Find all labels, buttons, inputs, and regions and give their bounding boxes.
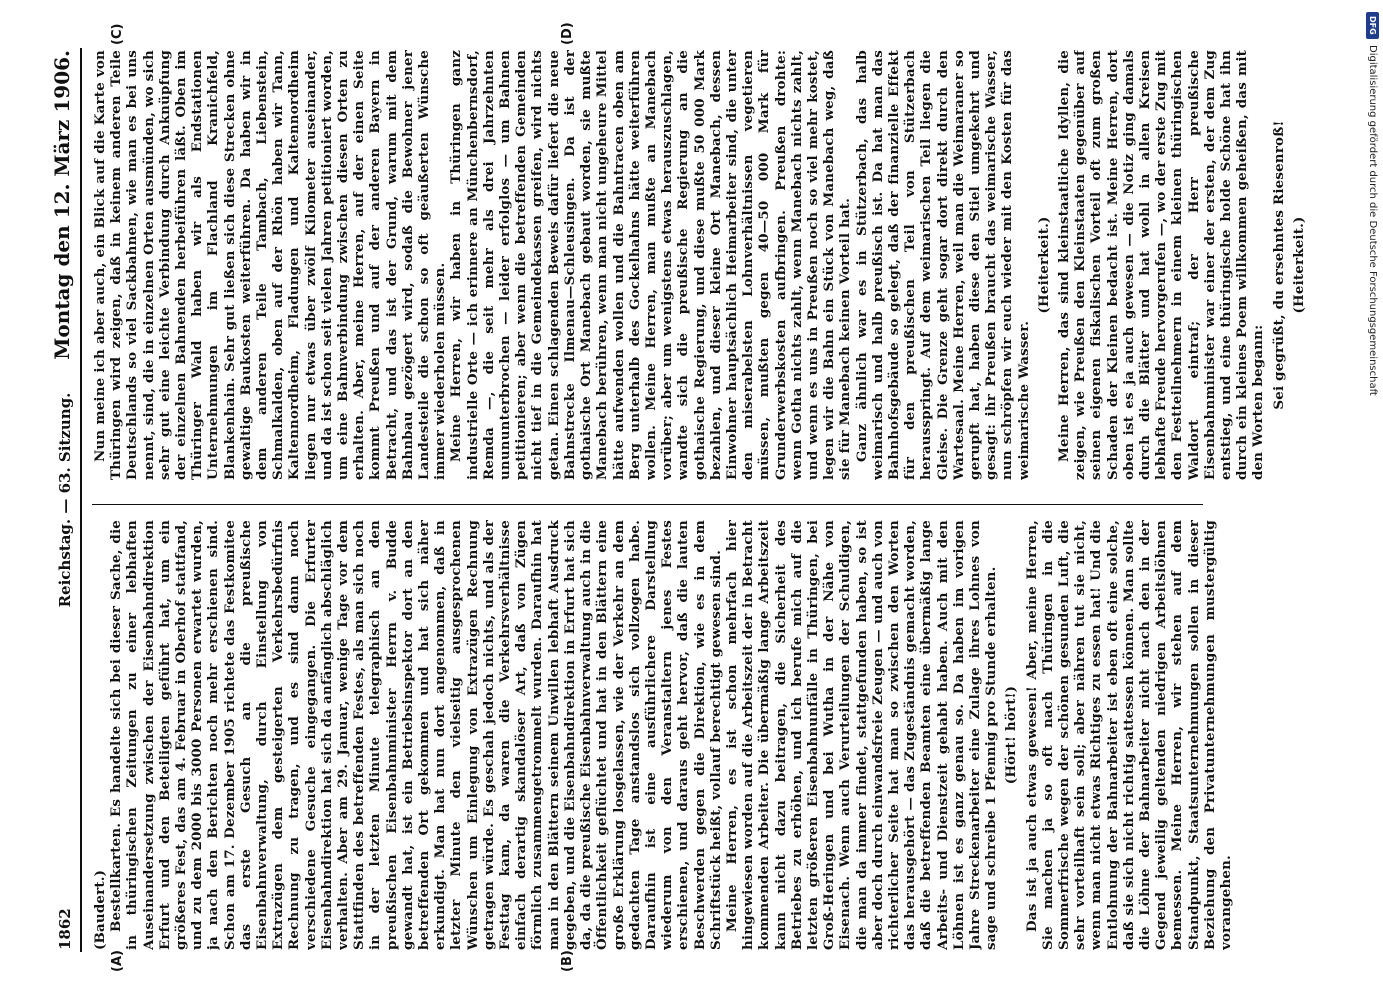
digitization-text: Digitalisierung gefördert durch die Deutsche Forschungsgemeinschaft — [1367, 44, 1378, 396]
margin-marker-a: (A) — [110, 950, 125, 972]
header-date: Montag den 12. März 1906. — [50, 50, 74, 360]
quote-line: Sei gegrüßt, du ersehntes Riesenroß! — [1270, 120, 1287, 410]
margin-marker-c: (C) — [110, 23, 125, 45]
page-header — [52, 50, 78, 950]
interjection: (Hört! hört!) — [1003, 685, 1020, 785]
right-column — [92, 50, 1363, 480]
paragraph: Das ist ja auch etwas gewesen! Aber, meine Herren, Sie machen ja so oft nach Thüringen in die Sommerfrische wegen der schönen gesunden Luft, die sehr vorteilhaft sein soll; aber nähren tut sie nicht, wenn man nicht etwas Richtiges zu essen hat! Und die Entlohnung der Bahnarbeiter ist eben oft eine solche, daß sie sich nicht richtig sattessen können. Man sollte die Löhne der Bahnarbeiter nicht nach den in der Gegend jeweilig geltenden niedrigen Arbeitslöhnen bemessen. Meine Herren, wir stehen auf dem Standpunkt, Staatsunternehmungen sollen in dieser Beziehung den Privatunternehmungen mustergültig vorangehen. — [1023, 520, 1235, 950]
paragraph: Bestellkarten. Es handelte sich bei dieser Sache, die in thüringischen Zeitungen zu einer lebhaften Auseinandersetzung zwischen der Eisenbahndirektion Erfurt und den Beteiligten geführt hat, um ein größeres Fest, das am 4. Februar in Oberhof stattfand, und zu dem 2000 bis 3000 Personen erwartet wurden, ja nach den Berichten noch mehr erschienen sind. Schon am 17. Dezember 1905 richtete das Festkomitee das erste Gesuch an die preußische Eisenbahnverwaltung, durch Einstellung von Extrazügen dem gesteigerten Verkehrsbedürfnis Rechnung zu tragen, und es sind dann noch verschiedene Gesuche eingegangen. Die Erfurter Eisenbahndirektion hat sich da anfänglich abschläglich verhalten. Aber am 29. Januar, wenige Tage vor dem Stattfinden des betreffenden Festes, als man sich noch in der letzten Minute telegraphisch an den preußischen Eisenbahnminister Herrn v. Budde gewandt hat, ist ein Betriebsinspektor dort an den betreffenden Ort gekommen und hat sich näher erkundigt. Man hat nun dort angenommen, daß in letzter Minute den vielseitig ausgesprochenen Wünschen um Einlegung von Extrazügen Rechnung getragen würde. Es geschah jedoch nichts, und als der Festtag kam, da waren die Verkehrsverhältnisse einfach derartig skandalöser Art, daß von Zügen förmlich zusammengetrommelt wurden. Daraufhin hat man in den Blättern seinem Unwillen lebhaft Ausdruck gegeben, und die Eisenbahndirektion in Erfurt hat sich da, da die preußische Eisenbahnverwaltung auch in die Öffentlichkeit geflüchtet und hat in den Blättern eine große Erklärung losgelassen, wie der Verkehr an dem gedachten Tage anstandslos sich vollzogen habe. Daraufhin ist eine ausführlichere Darstellung wiederum von den Veranstaltern jenes Festes erschienen, und daraus geht hervor, daß die lauten Beschwerden gegen die Direktion, wie es in dem Schriftstück heißt, vollauf berechtigt gewesen sind. — [108, 520, 724, 950]
paragraph: Meine Herren, es ist schon mehrfach hier hingewiesen worden auf die Arbeitszeit der in Betracht kommenden Arbeiter. Die übermäßig lange Arbeitszeit kann nicht dazu beitragen, die Sicherheit des Betriebes zu erhöhen, und ich berufe mich auf die letzten größeren Eisenbahnunfälle in Thüringen, bei Groß-Heringen und bei Wutha in der Nähe von Eisenach. Wenn auch Verurteilungen der Schuldigen, die man da immer findet, stattgefunden haben, so ist aber doch durch einwandsfreie Zeugen — und auch von richterlicher Seite hat man so zwischen den Worten das herausgehört — das Zugeständnis gemacht worden, daß die betreffenden Beamten eine übermäßig lange Arbeits- und Dienstzeit gehabt haben. Auch mit den Löhnen ist es ganz genau so. Da haben im vorigen Jahre Streckenarbeiter eine Zulage ihres Lohnes von sage und schreibe 1 Pfennig pro Stunde erhalten. — [723, 520, 1000, 950]
paragraph: Nun meine ich aber auch, ein Blick auf die Karte von Thüringen wird zeigen, daß in keinem anderen Teile Deutschlands so viel Sackbahnen, wie man es bei uns nennt, sind, die in einzelnen Orten ausmünden, wo sich sehr gut eine leichte Verbindung durch Anknüpfung der einzelnen Bahnenden herbeiführen läßt. Oben im Thüringer Wald haben wir als Endstationen Unternehmungen im Flachland Kranichfeld, Blankenhain. Sehr gut ließen sich diese Strecken ohne gewaltige Baukosten weiterführen. Da haben wir in dem anderen Teile Tambach, Liebenstein, Schmalkalden, oben auf der Rhön haben wir Tann, Kaltennordheim, Fladungen und Kaltennordheim liegen nur etwas über zwölf Kilometer auseinander, und da ist schon seit vielen Jahren petitioniert worden, um eine Bahnverbindung zwischen diesen Orten zu erhalten. Aber, meine Herren, auf der einen Seite kommt Preußen und auf der anderen Bayern in Betracht, und das ist der Grund, warum mit dem Bahnbau gezögert wird, sodaß die Bewohner jener Landesteile die schon so oft geäußerten Wünsche immer wiederholen müssen. — [92, 50, 449, 480]
header-title: Reichstag. — 63. Sitzung. — [56, 392, 74, 608]
dfg-logo: DFG — [1366, 12, 1379, 39]
left-column — [92, 520, 1363, 950]
page-number: 1862 — [56, 908, 74, 950]
speaker-name: (Baudert.) — [92, 869, 108, 950]
paragraph: Meine Herren, das sind kleinstaatliche Idyllen, die zeigen, wie Preußen den Kleinstaaten gegenüber auf seinen eigenen fiskalischen Vorteil oft zum großen Schaden der Kleinen bedacht ist. Meine Herren, dort oben ist es ja auch gewesen — die Notiz ging damals durch die Blätter und hat wohl in allen Kreisen lebhafte Freude hervorgerufen —, wo der erste Zug mit den Festteilnehmern in einem kleinen thüringischen Waldort eintraf; der Herr preußische Eisenbahnminister war einer der ersten, der dem Zug entstieg, und eine thüringische holde Schöne hat ihn durch ein kleines Poem willkommen geheißen, das mit den Worten begann: — [1055, 50, 1267, 480]
interjection: (Heiterkeit.) — [1290, 216, 1307, 314]
margin-marker-d: (D) — [560, 22, 575, 45]
paragraph: Ganz ähnlich war es in Stützerbach, das halb weimarisch und halb preußisch ist. Da hat man das Bahnhofsgebäude so gelegt, daß der finanzielle Effekt für den preußischen Teil von Stützerbach herausspringt. Auf dem weimarischen Teil liegen die Gleise. Die Grenze geht sogar dort direkt durch den Wartesaal. Meine Herren, weil man die Weimaraner so gerupft hat, haben diese den Stiel umgekehrt und gesagt: ihr Preußen braucht das weimarische Wasser, nun schröpfen wir euch wieder mit den Kosten für das weimarische Wasser. — [853, 50, 1032, 480]
column-divider — [92, 504, 1203, 505]
header-rule — [80, 48, 82, 952]
margin-marker-b: (B) — [560, 950, 575, 972]
interjection: (Heiterkeit.) — [1035, 216, 1052, 314]
paragraph: Meine Herren, wir haben in Thüringen ganz industrielle Orte — ich erinnere an Münchenbernsdorf, Remda —, die seit mehr als drei Jahrzehnten unununterbrochen — leider erfolglos — um Bahnen petitionieren; aber wenn die betreffenden Gemeinden nicht tief in die Gemeindekassen greifen, wird nichts getan. Einen schlagenden Beweis dafür liefert die neue Bahnstrecke Ilmenau—Schleusingen. Da ist der gothaische Ort Manebach gebaut worden, sie mußte Manebach berühren, wenn man nicht ungeheure Mittel hätte aufwenden wollen und die Bahntracen oben am Berg unterhalb des Gockelhahns hätte weiterführen wollen. Meine Herren, man mußte an Manebach vorüber; aber um wenigstens etwas herauszuschlagen, wandte sich die preußische Regierung an die gothaische Regierung, und diese mußte 50 000 Mark bezahlen, und dieser kleine Ort Manebach, dessen Einwohner hauptsächlich Heimarbeiter sind, die unter den miserabelsten Lohnverhältnissen vegetieren müssen, mußten gegen 40—50 000 Mark für Grunderwerbskosten aufbringen. Preußen drohte: wenn Gotha nichts zahlt, wenn Manebach nichts zahlt, und wenn es uns in Preußen noch so viel mehr kostet, legen wir die Bahn ein Stück von Manebach weg, daß sie für Manebach keinen Vorteil hat. — [448, 50, 854, 480]
digitization-note — [1366, 12, 1379, 396]
